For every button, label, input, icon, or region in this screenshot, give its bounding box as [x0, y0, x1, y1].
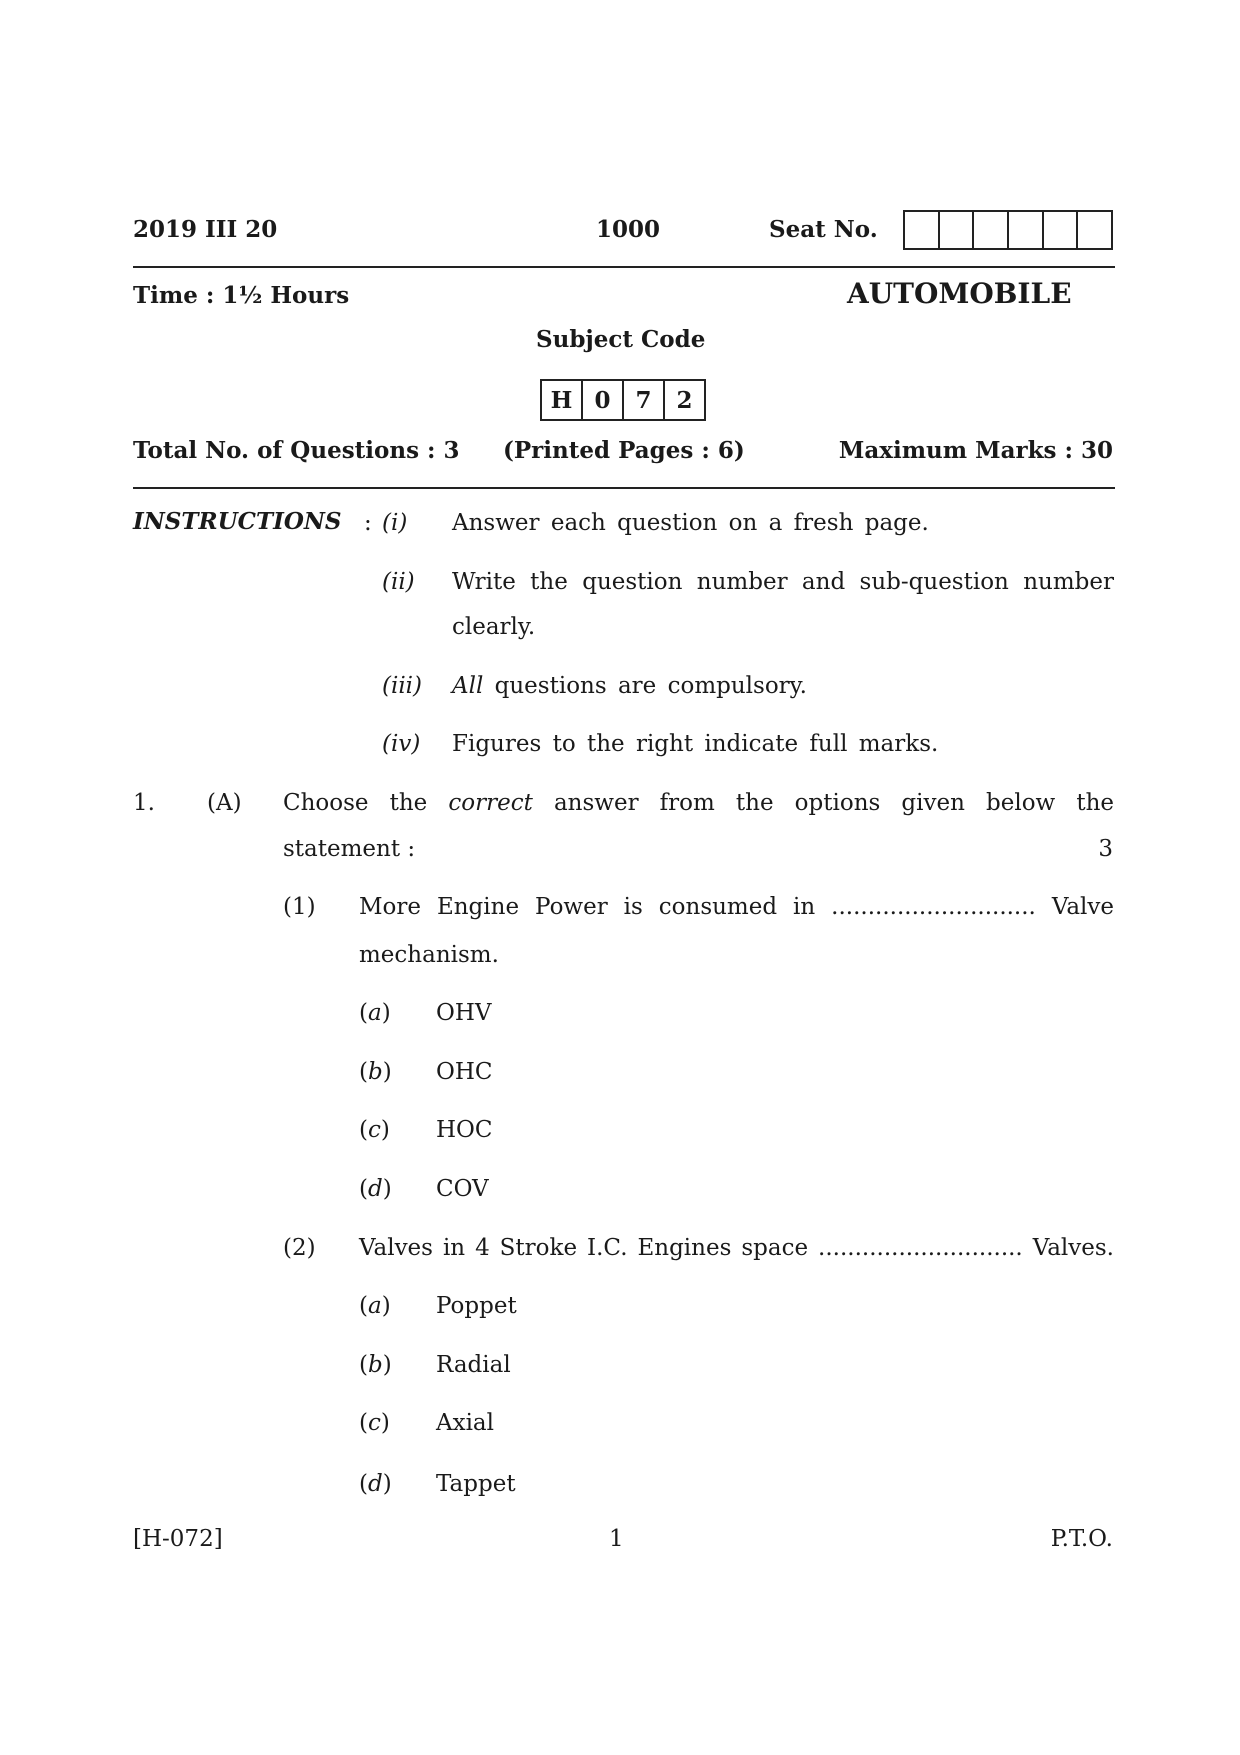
seat-label: Seat No. — [769, 216, 878, 243]
instructions-colon: : — [364, 510, 372, 536]
question-emphasis: correct — [448, 790, 533, 816]
option-label: (d) — [359, 1471, 392, 1497]
question-statement-continued: statement : — [283, 836, 416, 862]
option-letter: d — [367, 1176, 383, 1202]
subject-code-char: H — [550, 386, 573, 414]
maximum-marks: Maximum Marks : 30 — [838, 437, 1113, 464]
sub-question-number: (1) — [283, 894, 316, 920]
footer-paper-code: [H-072] — [133, 1526, 223, 1552]
instruction-number: (iii) — [382, 673, 423, 699]
option-text: Axial — [436, 1410, 495, 1436]
instruction-number: (iv) — [382, 731, 421, 757]
option-label: (c) — [359, 1117, 390, 1143]
option-label: (b) — [359, 1352, 392, 1378]
instructions-label: INSTRUCTIONS — [133, 508, 342, 535]
subject-title: AUTOMOBILE — [847, 277, 1072, 310]
instruction-number: (ii) — [382, 569, 415, 595]
question-text: answer from the options given below the — [532, 790, 1114, 816]
option-letter: d — [367, 1471, 383, 1497]
instruction-text — [452, 673, 807, 699]
option-text: HOC — [436, 1117, 493, 1143]
seat-box — [972, 212, 1007, 248]
subject-code-boxes — [540, 379, 706, 421]
option-label: (a) — [359, 1000, 391, 1026]
seat-box — [1007, 212, 1042, 248]
subject-code-char: 2 — [663, 381, 704, 419]
instruction-text-rest: questions are compulsory. — [483, 673, 807, 699]
option-letter: a — [367, 1000, 382, 1026]
instruction-number: (i) — [382, 510, 408, 536]
footer-pto: P.T.O. — [1050, 1526, 1113, 1552]
option-text: Tappet — [436, 1471, 516, 1497]
option-label: (a) — [359, 1293, 391, 1319]
option-text: COV — [436, 1176, 489, 1202]
header-rule-bottom — [133, 487, 1115, 489]
subject-code-label: Subject Code — [536, 326, 706, 353]
exam-code: 2019 III 20 — [133, 216, 278, 243]
instruction-text-continued: clearly. — [452, 614, 536, 640]
question-marks: 3 — [1098, 836, 1113, 862]
option-letter: a — [367, 1293, 382, 1319]
subject-code-char: 7 — [622, 381, 663, 419]
subject-code-char: 0 — [581, 381, 622, 419]
option-label: (b) — [359, 1059, 392, 1085]
option-letter: c — [367, 1410, 381, 1436]
instruction-text: Answer each question on a fresh page. — [452, 510, 929, 536]
option-text: OHC — [436, 1059, 493, 1085]
question-number: 1. — [133, 790, 155, 816]
header-rule-top — [133, 266, 1115, 268]
question-text: Choose the — [283, 790, 449, 816]
option-text: Radial — [436, 1352, 511, 1378]
option-label: (c) — [359, 1410, 390, 1436]
question-statement — [283, 790, 1114, 816]
seat-box — [1042, 212, 1077, 248]
sub-question-text-continued: mechanism. — [359, 942, 499, 968]
seat-box — [905, 212, 938, 248]
seat-box — [938, 212, 973, 248]
time-allowed: Time : 1½ Hours — [133, 282, 350, 309]
footer-page-number: 1 — [609, 1526, 624, 1552]
seat-number-boxes — [903, 210, 1113, 250]
option-text: OHV — [436, 1000, 492, 1026]
question-part: (A) — [207, 790, 242, 816]
instruction-text: Figures to the right indicate full marks. — [452, 731, 939, 757]
option-label: (d) — [359, 1176, 392, 1202]
seat-box — [1076, 212, 1111, 248]
printed-pages: (Printed Pages : 6) — [503, 437, 745, 464]
sub-question-text: More Engine Power is consumed in ............................ Valve — [359, 894, 1114, 920]
instruction-text: Write the question number and sub-question number — [452, 569, 1114, 595]
option-letter: c — [367, 1117, 381, 1143]
total-questions: Total No. of Questions : 3 — [133, 437, 460, 464]
print-count: 1000 — [596, 216, 661, 243]
option-letter: b — [367, 1352, 383, 1378]
instruction-emphasis: All — [452, 673, 484, 699]
sub-question-text: Valves in 4 Stroke I.C. Engines space ............................ Valves. — [359, 1235, 1114, 1261]
option-letter: b — [367, 1059, 383, 1085]
sub-question-number: (2) — [283, 1235, 316, 1261]
option-text: Poppet — [436, 1293, 517, 1319]
